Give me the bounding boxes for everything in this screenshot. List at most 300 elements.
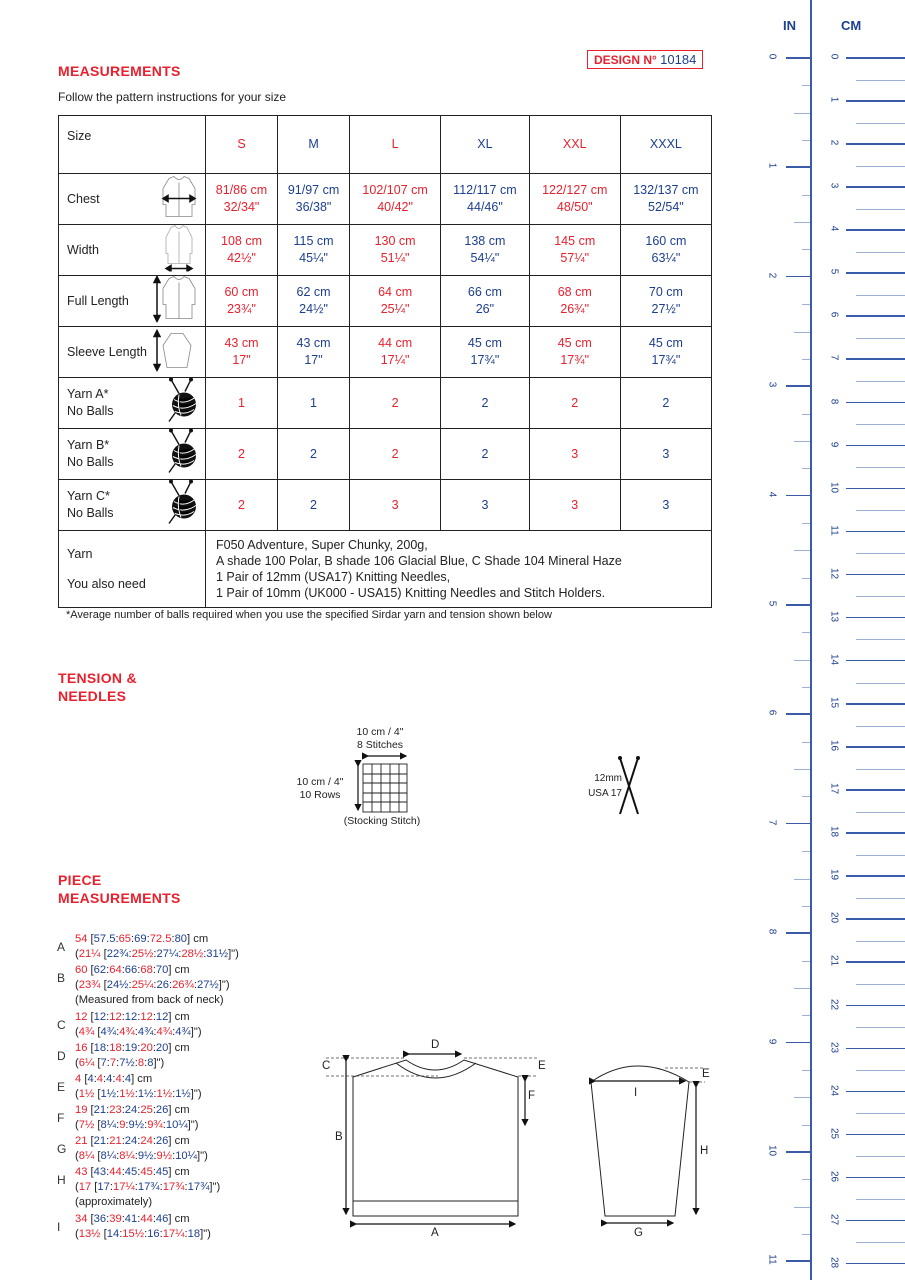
inch-major-tick — [786, 385, 810, 387]
diagram-label-c: C — [322, 1060, 331, 1072]
piece-value: 1½ — [175, 1088, 191, 1100]
piece-value: 69 — [134, 933, 147, 945]
piece-value: 21¼ — [78, 948, 101, 960]
piece-value: 23 — [109, 1104, 122, 1116]
measurement-in: 27½" — [651, 302, 681, 316]
measurement-cm: 112/117 cm — [453, 183, 517, 197]
size-s: S — [237, 137, 246, 151]
ball-count: 2 — [481, 446, 489, 461]
piece-value: 18 — [93, 1042, 107, 1054]
ball-count: 2 — [391, 446, 399, 461]
piece-value: 43 — [75, 1166, 88, 1178]
inch-minor-tick — [802, 195, 810, 196]
measurement-cm: 43 cm — [296, 336, 331, 350]
ruler-inch-label: IN — [783, 18, 796, 33]
yarn-line: F050 Adventure, Super Chunky, 200g, — [216, 538, 428, 552]
cm-minor-tick — [856, 510, 905, 511]
row-label: Width — [67, 242, 99, 257]
measurement-in: 17¾" — [560, 353, 590, 367]
piece-value: 23¾ — [78, 979, 101, 991]
cm-major-tick — [846, 229, 905, 231]
piece-value: 17¾ — [187, 1181, 210, 1193]
piece-value: 66 — [124, 964, 138, 976]
piece-value: 12 — [75, 1011, 88, 1023]
cm-major-tick — [846, 746, 905, 748]
measurements-heading: MEASUREMENTS — [58, 63, 181, 79]
cm-minor-tick — [856, 639, 905, 640]
piece-in-line: (23¾ [24½:25¼:26:26¾:27½]") — [75, 979, 230, 991]
piece-unit: cm — [193, 933, 209, 945]
diagram-label-i: I — [634, 1087, 638, 1099]
cm-tick-label: 19 — [828, 869, 840, 881]
piece-value: 68 — [140, 964, 153, 976]
cm-tick-label: 11 — [828, 525, 840, 536]
piece-value: 4 — [75, 1073, 82, 1085]
ball-count: 2 — [662, 395, 670, 410]
inch-minor-tick — [802, 578, 810, 579]
measurement-in: 63¼" — [651, 251, 681, 265]
cm-major-tick — [846, 1220, 905, 1222]
measurement-cm: 62 cm — [296, 285, 331, 299]
piece-value: 57.5 — [93, 933, 116, 945]
piece-value: 1½ — [119, 1088, 135, 1100]
cm-minor-tick — [856, 984, 905, 985]
cm-minor-tick — [856, 467, 905, 468]
cm-major-tick — [846, 617, 905, 619]
cm-minor-tick — [856, 166, 905, 167]
inch-tick-label: 6 — [766, 710, 778, 716]
piece-value: 26 — [156, 979, 169, 991]
cm-tick-label: 21 — [828, 955, 840, 967]
measurement-in: 17¾" — [470, 353, 500, 367]
cm-minor-tick — [856, 1199, 905, 1200]
needle-size: 12mm — [594, 773, 622, 784]
piece-letter: E — [57, 1080, 66, 1094]
piece-value: 8¼ — [119, 1150, 135, 1162]
inch-minor-tick — [794, 660, 810, 661]
diagram-label-d: D — [431, 1039, 440, 1051]
piece-unit: cm — [174, 1135, 190, 1147]
cm-minor-tick — [856, 381, 905, 382]
inch-minor-tick — [802, 906, 810, 907]
measurement-in: 17¼" — [380, 353, 410, 367]
inch-minor-tick — [802, 961, 810, 962]
piece-in-line: (4¾ [4¾:4¾:4¾:4¾:4¾]") — [75, 1026, 202, 1038]
piece-value: 7½ — [119, 1057, 135, 1069]
cm-minor-tick — [856, 726, 905, 727]
piece-heading-line2: MEASUREMENTS — [58, 890, 181, 906]
piece-value: 16 — [147, 1228, 160, 1240]
cm-tick-label: 14 — [828, 653, 840, 666]
size-m: M — [308, 137, 319, 151]
row-label: Sleeve Length — [67, 344, 147, 359]
piece-value: 4¾ — [175, 1026, 191, 1038]
measurement-cm: 145 cm — [554, 234, 596, 248]
piece-value: 26 — [155, 1104, 169, 1116]
cm-minor-tick — [856, 941, 905, 942]
piece-value: 4 — [124, 1073, 132, 1085]
measurement-in: 23¾" — [227, 302, 256, 316]
cm-tick-label: 16 — [828, 740, 840, 752]
ball-count: 1 — [310, 395, 317, 410]
measurement-in: 51¼" — [380, 251, 410, 265]
piece-note: (Measured from back of neck) — [75, 994, 224, 1006]
no-balls-label: No Balls — [67, 506, 114, 520]
cm-minor-tick — [856, 812, 905, 813]
cm-minor-tick — [856, 1070, 905, 1071]
piece-unit: cm — [174, 1042, 190, 1054]
size-l: L — [391, 137, 399, 151]
tension-stitches: 8 Stitches — [356, 739, 404, 751]
cm-major-tick — [846, 186, 905, 188]
cm-major-tick — [846, 1091, 905, 1093]
cm-major-tick — [846, 1177, 905, 1179]
piece-value: 26¾ — [172, 979, 194, 991]
diagram-label-a: A — [431, 1227, 439, 1239]
piece-value: 60 — [75, 964, 88, 976]
inch-minor-tick — [802, 1234, 810, 1235]
cm-tick-label: 13 — [828, 610, 840, 622]
yarn-name: Yarn B* — [67, 438, 110, 452]
cm-tick-label: 28 — [828, 1256, 840, 1269]
piece-in-line: (17 [17:17¼:17¾:17¾:17¾]") — [75, 1181, 221, 1193]
inch-tick-label: 7 — [766, 819, 778, 826]
piece-value: 14 — [106, 1228, 120, 1240]
cm-minor-tick — [856, 80, 905, 81]
ball-count: 2 — [310, 497, 317, 512]
measurement-in: 17" — [232, 353, 251, 367]
piece-value: 28½ — [181, 948, 204, 960]
piece-value: 43 — [93, 1166, 107, 1178]
size-xxl: XXL — [562, 137, 587, 151]
piece-value: 24 — [124, 1104, 138, 1116]
ball-count: 3 — [481, 497, 489, 512]
cm-minor-tick — [856, 855, 905, 856]
cm-tick-label: 15 — [828, 697, 840, 709]
ball-count: 3 — [662, 446, 670, 461]
cm-tick-label: 20 — [828, 912, 840, 924]
piece-value: 17¾ — [137, 1181, 160, 1193]
ball-count: 2 — [571, 395, 579, 410]
yarn-name: Yarn C* — [67, 489, 110, 503]
piece-value: 25 — [140, 1104, 153, 1116]
piece-value: 9 — [119, 1119, 126, 1131]
measurement-cm: 122/127 cm — [542, 183, 608, 197]
cm-tick-label: 24 — [828, 1084, 840, 1096]
piece-value: 4 — [115, 1073, 122, 1085]
cm-major-tick — [846, 875, 905, 877]
cm-minor-tick — [856, 553, 905, 554]
size-xl: XL — [477, 137, 493, 151]
piece-value: 39 — [109, 1213, 122, 1225]
piece-value: 46 — [155, 1213, 169, 1225]
inch-minor-tick — [802, 1179, 810, 1180]
piece-value: 12 — [140, 1011, 153, 1023]
piece-value: 18 — [187, 1228, 201, 1240]
piece-value: 18 — [109, 1042, 122, 1054]
piece-in-line: (6¼ [7:7:7½:8:8]") — [75, 1057, 165, 1069]
measurement-cm: 138 cm — [464, 234, 506, 248]
cm-major-tick — [846, 531, 905, 533]
piece-value: 17 — [97, 1181, 110, 1193]
inch-minor-tick — [802, 304, 810, 305]
inch-tick-label: 5 — [766, 600, 778, 607]
measurement-in: 17" — [304, 353, 323, 367]
cm-tick-label: 9 — [828, 441, 840, 447]
piece-unit: cm — [174, 1011, 190, 1023]
inch-tick-label: 1 — [766, 163, 778, 169]
piece-letter: G — [57, 1142, 67, 1156]
ball-count: 3 — [571, 497, 579, 512]
piece-value: 72.5 — [149, 933, 172, 945]
piece-value: 1½ — [137, 1088, 154, 1100]
inch-major-tick — [786, 604, 810, 606]
cm-minor-tick — [856, 338, 905, 339]
yarn-line: 1 Pair of 10mm (UK000 - USA15) Knitting Needles and Stitch Holders. — [216, 586, 606, 600]
measurement-in: 17¾" — [651, 353, 681, 367]
piece-value: 34 — [75, 1213, 88, 1225]
cm-tick-label: 18 — [828, 826, 840, 838]
design-number: 10184 — [660, 52, 697, 67]
cm-major-tick — [846, 1048, 905, 1050]
inch-tick-label: 9 — [766, 1038, 778, 1044]
piece-note: (approximately) — [75, 1196, 153, 1208]
piece-value: 17 — [78, 1181, 92, 1193]
piece-value: 9¾ — [147, 1119, 163, 1131]
cm-minor-tick — [856, 1027, 905, 1028]
piece-value: 41 — [124, 1213, 138, 1225]
cm-major-tick — [846, 315, 905, 317]
piece-value: 17¾ — [162, 1181, 185, 1193]
diagram-label-b: B — [335, 1131, 343, 1143]
cm-major-tick — [846, 100, 905, 102]
piece-value: 12 — [93, 1011, 107, 1023]
piece-value: 65 — [118, 933, 132, 945]
size-label: Size — [67, 129, 92, 143]
piece-value: 24 — [124, 1135, 138, 1147]
piece-value: 7 — [109, 1057, 117, 1069]
cm-minor-tick — [856, 252, 905, 253]
piece-value: 17¼ — [112, 1181, 135, 1193]
piece-value: 4¾ — [156, 1026, 173, 1038]
measurement-cm: 81/86 cm — [215, 183, 268, 197]
piece-cm-line: 21 [21:21:24:24:26] cm — [75, 1135, 190, 1147]
footnote: *Average number of balls required when you use the specified Sirdar yarn and tension shown below — [66, 609, 552, 621]
piece-value: 44 — [109, 1166, 122, 1178]
measurement-cm: 68 cm — [557, 285, 592, 299]
piece-cm-line: 12 [12:12:12:12:12] cm — [75, 1011, 190, 1023]
piece-value: 6¼ — [78, 1057, 95, 1069]
cm-minor-tick — [856, 209, 905, 210]
ball-count: 1 — [238, 395, 245, 410]
diagram-label-e-sleeve: E — [702, 1068, 710, 1080]
also-need-label: You also need — [67, 577, 146, 591]
measurement-cm: 64 cm — [378, 285, 413, 299]
no-balls-label: No Balls — [67, 455, 114, 469]
piece-value: 10¼ — [165, 1119, 188, 1131]
piece-unit: cm — [174, 1213, 190, 1225]
inch-minor-tick — [802, 796, 810, 797]
cm-major-tick — [846, 1005, 905, 1007]
piece-value: 7½ — [78, 1119, 95, 1131]
inch-tick-label: 10 — [766, 1144, 778, 1157]
piece-value: 12 — [155, 1011, 169, 1023]
piece-value: 8 — [137, 1057, 145, 1069]
inch-minor-tick — [802, 1070, 810, 1071]
measurement-cm: 45 cm — [467, 336, 502, 350]
piece-value: 7 — [100, 1057, 107, 1069]
piece-value: 10¼ — [175, 1150, 197, 1162]
measurement-cm: 45 cm — [557, 336, 592, 350]
piece-value: 4¾ — [119, 1026, 135, 1038]
ball-count: 2 — [481, 395, 489, 410]
inch-minor-tick — [794, 988, 810, 989]
inch-minor-tick — [802, 851, 810, 852]
piece-value: 45 — [140, 1166, 153, 1178]
tension-height-measure: 10 cm / 4" — [296, 776, 344, 788]
piece-value: 4 — [87, 1073, 94, 1085]
measurement-cm: 44 cm — [378, 336, 413, 350]
inch-minor-tick — [802, 85, 810, 86]
piece-value: 4¾ — [137, 1026, 154, 1038]
ball-count: 3 — [662, 497, 670, 512]
piece-value: 4 — [96, 1073, 104, 1085]
piece-letter: F — [57, 1111, 65, 1125]
measurement-cm: 60 cm — [224, 285, 259, 299]
piece-value: 4¾ — [100, 1026, 117, 1038]
cm-minor-tick — [856, 898, 905, 899]
piece-value: 8 — [147, 1057, 154, 1069]
diagram-label-g: G — [634, 1227, 643, 1239]
cm-tick-label: 12 — [828, 567, 840, 579]
measurement-cm: 160 cm — [645, 234, 687, 248]
cm-major-tick — [846, 832, 905, 834]
measurement-in: 52/54" — [648, 200, 684, 214]
cm-major-tick — [846, 57, 905, 59]
yarn-label: Yarn — [67, 547, 93, 561]
measurement-in: 54¼" — [470, 251, 500, 265]
measurement-in: 26¾" — [560, 302, 590, 316]
piece-cm-line: 54 [57.5:65:69:72.5:80] cm — [75, 933, 209, 945]
piece-value: 13½ — [78, 1228, 101, 1240]
tension-rows: 10 Rows — [299, 789, 341, 801]
piece-in-line: (13½ [14:15½:16:17¼:18]") — [75, 1228, 211, 1240]
inch-minor-tick — [802, 140, 810, 141]
measurement-cm: 102/107 cm — [362, 183, 428, 197]
cm-tick-label: 10 — [828, 481, 840, 493]
yarn-line: A shade 100 Polar, B shade 106 Glacial Blue, C Shade 104 Mineral Haze — [216, 554, 622, 568]
cm-tick-label: 2 — [828, 139, 840, 146]
cm-tick-label: 23 — [828, 1041, 840, 1053]
piece-value: 19 — [75, 1104, 88, 1116]
inch-major-tick — [786, 713, 810, 715]
cm-tick-label: 0 — [828, 53, 840, 60]
piece-value: 9½ — [156, 1150, 173, 1162]
measurement-in: 57¼" — [560, 251, 590, 265]
measurement-cm: 108 cm — [221, 234, 262, 248]
row-label: Chest — [67, 191, 100, 206]
piece-value: 1½ — [78, 1088, 95, 1100]
piece-value: 8¼ — [100, 1119, 117, 1131]
cm-minor-tick — [856, 1113, 905, 1114]
diagram-label-h: H — [700, 1145, 709, 1157]
ball-count: 3 — [571, 446, 579, 461]
inch-major-tick — [786, 1151, 810, 1153]
ball-count: 2 — [238, 497, 245, 512]
inch-minor-tick — [794, 113, 810, 114]
inch-minor-tick — [802, 1015, 810, 1016]
cm-minor-tick — [856, 596, 905, 597]
inch-minor-tick — [794, 222, 810, 223]
inch-minor-tick — [794, 1207, 810, 1208]
piece-value: 20 — [140, 1042, 153, 1054]
ball-count: 2 — [238, 446, 245, 461]
piece-letter: C — [57, 1018, 66, 1032]
inch-major-tick — [786, 932, 810, 934]
piece-value: 70 — [155, 964, 169, 976]
measurement-cm: 130 cm — [374, 234, 416, 248]
cm-tick-label: 3 — [828, 182, 840, 189]
piece-heading-line1: PIECE — [58, 872, 102, 888]
piece-value: 15½ — [122, 1228, 145, 1240]
cm-major-tick — [846, 402, 905, 404]
piece-value: 62 — [93, 964, 107, 976]
piece-value: 8¼ — [100, 1150, 117, 1162]
inch-minor-tick — [802, 249, 810, 250]
piece-in-line: (8¼ [8¼:8¼:9½:9½:10¼]") — [75, 1150, 208, 1162]
piece-value: 1½ — [156, 1088, 173, 1100]
inch-minor-tick — [802, 414, 810, 415]
piece-value: 36 — [93, 1213, 107, 1225]
inch-minor-tick — [794, 1097, 810, 1098]
piece-value: 21 — [93, 1104, 107, 1116]
piece-value: 27¼ — [156, 948, 179, 960]
yarn-line: 1 Pair of 12mm (USA17) Knitting Needles, — [216, 570, 451, 584]
measurement-cm: 91/97 cm — [287, 183, 340, 197]
piece-value: 4¾ — [78, 1026, 95, 1038]
inch-minor-tick — [802, 359, 810, 360]
cm-tick-label: 22 — [828, 998, 840, 1010]
cm-minor-tick — [856, 123, 905, 124]
ball-count: 3 — [391, 497, 399, 512]
piece-letter: I — [57, 1220, 61, 1234]
tension-heading-line1: TENSION & — [58, 670, 137, 686]
cm-major-tick — [846, 961, 905, 963]
piece-value: 26 — [155, 1135, 169, 1147]
measurement-cm: 45 cm — [648, 336, 683, 350]
yarn-name: Yarn A* — [67, 387, 109, 401]
piece-value: 8¼ — [78, 1150, 95, 1162]
cm-major-tick — [846, 574, 905, 576]
inch-minor-tick — [802, 1125, 810, 1126]
inch-tick-label: 3 — [766, 381, 778, 388]
piece-value: 19 — [124, 1042, 138, 1054]
piece-cm-line: 34 [36:39:41:44:46] cm — [75, 1213, 190, 1225]
cm-tick-label: 26 — [828, 1170, 840, 1182]
piece-letter: B — [57, 971, 66, 985]
piece-value: 21 — [109, 1135, 122, 1147]
intro-text: Follow the pattern instructions for your size — [58, 90, 287, 104]
piece-value: 12 — [109, 1011, 122, 1023]
row-label: Full Length — [67, 293, 129, 308]
inch-minor-tick — [794, 441, 810, 442]
cm-minor-tick — [856, 424, 905, 425]
piece-unit: cm — [174, 1104, 190, 1116]
piece-value: 44 — [140, 1213, 153, 1225]
inch-minor-tick — [802, 632, 810, 633]
inch-minor-tick — [802, 523, 810, 524]
measurement-cm: 43 cm — [224, 336, 259, 350]
